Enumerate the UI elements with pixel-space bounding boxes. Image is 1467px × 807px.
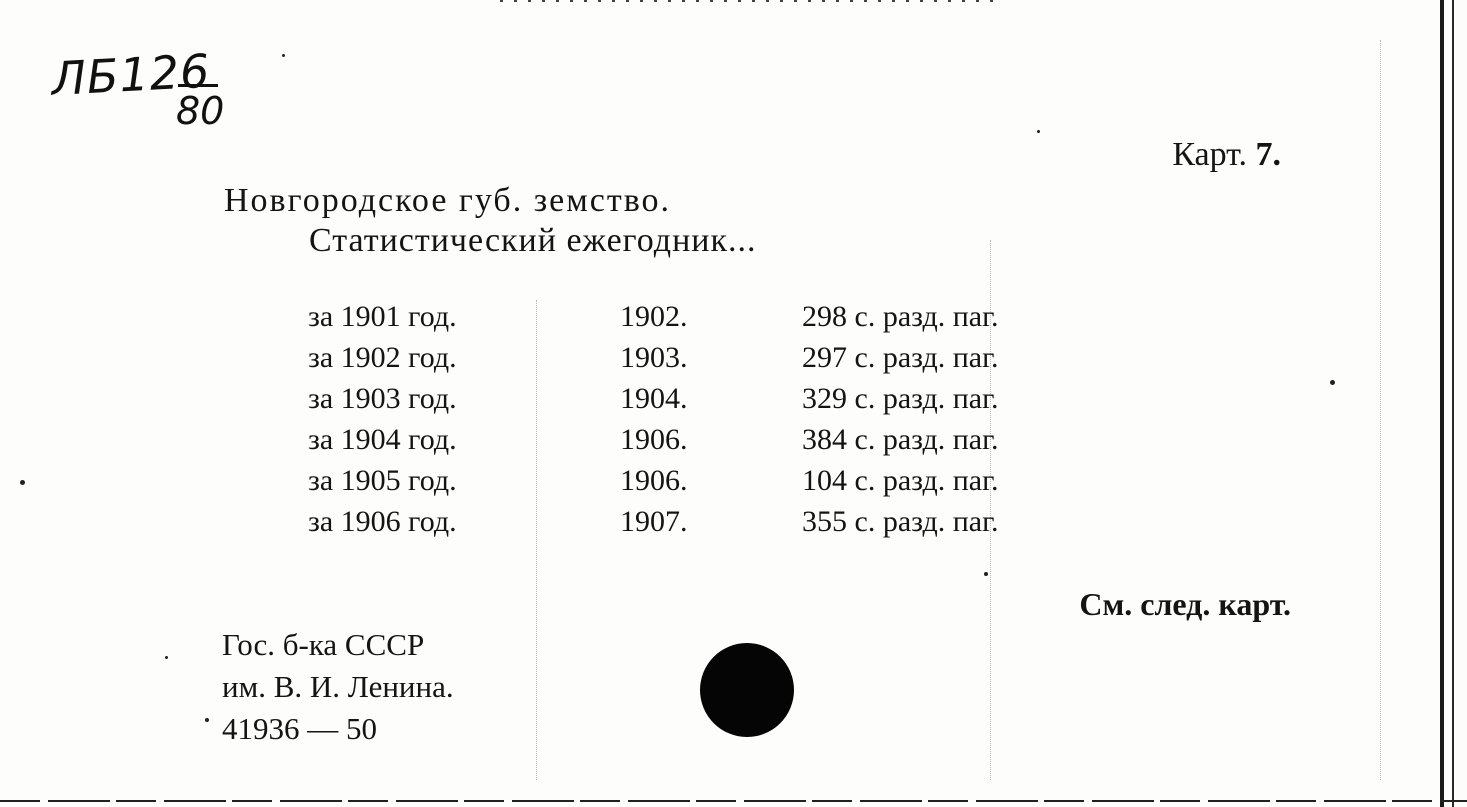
scan-speck [984, 572, 988, 576]
guide-line [1380, 40, 1381, 780]
volume-published: 1904. [620, 382, 688, 415]
volume-row [300, 423, 1140, 464]
volume-pages: 329 с. разд. паг. [802, 382, 999, 415]
scan-speck [1037, 130, 1040, 133]
card-number-value: 7. [1255, 136, 1281, 173]
volume-row [300, 505, 1140, 546]
volume-year: за 1904 год. [308, 423, 457, 456]
volume-published: 1903. [620, 341, 688, 374]
scan-speck [1330, 380, 1335, 385]
scan-speck [282, 54, 285, 57]
volume-row [300, 341, 1140, 382]
card-number-label: Карт. [1172, 136, 1247, 173]
card-heading: Новгородское губ. земство. [224, 182, 672, 219]
library-name: Гос. б-ка СССР [222, 627, 425, 662]
volume-pages: 297 с. разд. паг. [802, 341, 999, 374]
fraction-bar [178, 84, 218, 87]
volumes-list [300, 300, 1140, 546]
scan-edge-bottom [0, 800, 1467, 802]
card-number [1172, 136, 1281, 174]
library-dedication: им. В. И. Ленина. [222, 669, 454, 704]
volume-year: за 1901 год. [308, 300, 457, 333]
volume-published: 1902. [620, 300, 688, 333]
print-order-number: 41936 — 50 [222, 711, 377, 746]
volume-row [300, 300, 1140, 341]
volume-year: за 1905 год. [308, 464, 457, 497]
shelfmark-fraction-value: 80 [176, 89, 225, 133]
library-imprint [222, 624, 454, 750]
scan-edge-top [500, 0, 1000, 2]
shelfmark-handwritten: ЛБ126 [50, 43, 212, 106]
volume-pages: 104 с. разд. паг. [802, 464, 999, 497]
volume-row [300, 382, 1140, 423]
volume-pages: 355 с. разд. паг. [802, 505, 999, 538]
volume-pages: 298 с. разд. паг. [802, 300, 999, 333]
volume-published: 1906. [620, 464, 688, 497]
scan-edge-right-inner [1452, 0, 1454, 807]
punch-hole [700, 643, 794, 737]
volume-year: за 1902 год. [308, 341, 457, 374]
scan-speck [20, 480, 25, 485]
scan-speck [165, 656, 168, 659]
volume-pages: 384 с. разд. паг. [802, 423, 999, 456]
volume-year: за 1903 год. [308, 382, 457, 415]
see-next-card-note: См. след. карт. [1079, 586, 1291, 622]
volume-row [300, 464, 1140, 505]
volume-published: 1907. [620, 505, 688, 538]
volume-published: 1906. [620, 423, 688, 456]
scan-speck [205, 718, 209, 722]
shelfmark-fraction [176, 84, 224, 133]
card-subtitle: Статистический ежегодник... [309, 222, 757, 259]
scan-edge-right [1440, 0, 1444, 807]
volume-year: за 1906 год. [308, 505, 457, 538]
